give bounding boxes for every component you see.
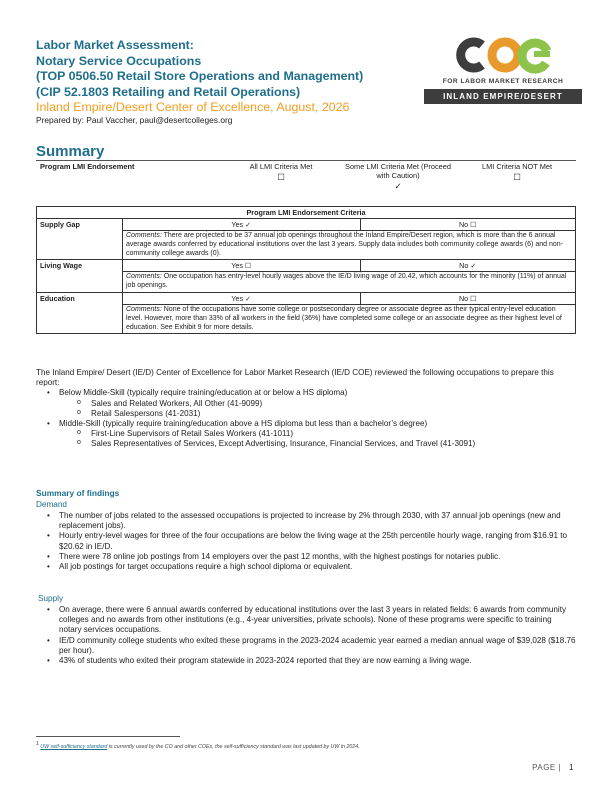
uw-standard-link[interactable]: UW self-sufficiency standard xyxy=(40,743,108,750)
criteria-some-met xyxy=(342,162,454,191)
finding-item: • IE/D community college students who exited these programs in the 2023-2024 academic year earned a median annual wage of $39,028 ($18.76 per hour). xyxy=(36,636,576,656)
row-label-education: Education xyxy=(37,292,123,333)
demand-section xyxy=(36,511,576,572)
occupation-item: o Sales Representatives of Services, Except Advertising, Insurance, Financial Services, and Travel (41-3091) xyxy=(59,439,576,449)
report-title-line: (CIP 52.1803 Retailing and Retail Operations) xyxy=(36,84,301,99)
occupation-group xyxy=(36,388,576,419)
row-label-supply-gap: Supply Gap xyxy=(37,219,123,260)
report-title-line: Labor Market Assessment: xyxy=(36,38,194,52)
supply-section xyxy=(36,605,576,666)
no-cell: No ☐ xyxy=(360,292,575,304)
checkbox-icon: ☐ xyxy=(277,172,285,182)
finding-item: • 43% of students who exited their program statewide in 2023-2024 reported that they are now earning a living wage. xyxy=(36,656,576,666)
criteria-label: Some LMI Criteria Met (Proceed with Caution) xyxy=(345,162,451,180)
checkbox-icon: ☐ xyxy=(513,172,521,182)
finding-item: • Hourly entry-level wages for three of the four occupations are below the living wage at the 25th percentile hourly wage, ranging from $16.91 to $20.62 in IE/D. xyxy=(36,531,576,551)
criteria-not-met xyxy=(462,162,572,182)
intro-paragraph: The Inland Empire/ Desert (IE/D) Center of Excellence for Labor Market Research (IE/D COE) reviewed the following occupations to prepare this report: xyxy=(36,368,554,388)
comment-prefix: Comments: xyxy=(126,273,162,281)
report-title-line: (TOP 0506.50 Retail Store Operations and Management) xyxy=(36,69,364,83)
criteria-all-met xyxy=(226,162,336,182)
page-number: 1 xyxy=(569,763,574,772)
endorsement-row xyxy=(36,161,576,195)
comment-text: There are projected to be 37 annual job openings throughout the Inland Empire/Desert region, which is more than the 6 annual average awards conferred by educational institutions over the last 3 years. Supply data includes both community college awards (6) and non-community college awards (0). xyxy=(126,232,563,257)
footnote xyxy=(36,741,360,750)
comment-text: None of the occupations have some college or postsecondary degree or associate degree as their typical entry-level education level. However, more than 33% of all workers in the field (36%) have completed some college or an associate degree as their highest level of education. See Exhibit 9 for more details. xyxy=(126,305,562,331)
demand-heading: Demand xyxy=(36,500,67,509)
comment-cell xyxy=(123,231,576,260)
footnote-number: 1 xyxy=(36,741,39,747)
yes-cell: Yes ✓ xyxy=(123,219,361,231)
comment-prefix: Comments: xyxy=(126,305,162,313)
occupation-group-label: Below Middle-Skill (typically require training/education at or below a HS diploma) xyxy=(59,388,348,398)
occupation-group xyxy=(36,419,576,450)
criteria-table-header: Program LMI Endorsement Criteria xyxy=(37,207,576,219)
page-label: PAGE | xyxy=(532,763,562,772)
report-title-line: Notary Service Occupations xyxy=(36,53,202,68)
prepared-by: Prepared by: Paul Vaccher, paul@desertcolleges.org xyxy=(36,115,233,125)
criteria-label: All LMI Criteria Met xyxy=(249,162,313,171)
report-title-block xyxy=(36,38,416,126)
row-label-living-wage: Living Wage xyxy=(37,260,123,293)
coe-logo-mark xyxy=(450,36,582,74)
logo-tagline: FOR LABOR MARKET RESEARCH xyxy=(442,78,564,85)
comment-cell xyxy=(123,304,576,333)
findings-heading: Summary of findings xyxy=(36,488,120,498)
intro-section xyxy=(36,368,576,450)
occupation-list xyxy=(36,388,576,449)
no-cell: No ✓ xyxy=(360,260,575,272)
yes-cell: Yes ☐ xyxy=(123,260,361,272)
comment-cell xyxy=(123,272,576,293)
criteria-table xyxy=(36,206,576,334)
finding-item: • On average, there were 6 annual awards conferred by educational institutions over the last 3 years in related fields: 6 awards from community colleges and no awards from other institutions (e.g., 4-year universities, private schools). None of these programs were specific to training notary services occupations. xyxy=(36,605,576,636)
comment-text: One occupation has entry-level hourly wages above the IE/D living wage of 20.42, which accounts for the minority (11%) of annual job openings. xyxy=(126,273,567,290)
footnote-text: is currently used by the CO and other COEs, the self-sufficiency standard was last updated by UW in 2024. xyxy=(107,743,360,750)
endorsement-label: Program LMI Endorsement xyxy=(40,162,135,171)
supply-heading: Supply xyxy=(38,594,64,603)
finding-item: • There were 78 online job postings from 14 employers over the past 12 months, with the highest postings for notaries public. xyxy=(36,552,576,562)
occupation-item: o First-Line Supervisors of Retail Sales Workers (41-1011) xyxy=(59,429,576,439)
occupation-item: o Sales and Related Workers, All Other (41-9099) xyxy=(59,399,576,409)
page-footer xyxy=(532,763,574,772)
finding-item: • All job postings for target occupations require a high school diploma or equivalent. xyxy=(36,562,576,572)
coe-logo xyxy=(424,36,582,104)
footnote-rule xyxy=(36,736,180,737)
occupation-group-label: Middle-Skill (typically require training/education above a HS diploma but less than a bachelor’s degree) xyxy=(59,419,428,429)
demand-list xyxy=(36,511,576,572)
occupation-item: o Retail Salespersons (41-2031) xyxy=(59,409,576,419)
summary-heading: Summary xyxy=(36,143,105,160)
finding-item: • The number of jobs related to the assessed occupations is projected to increase by 2% through 2030, with 37 annual job openings (new and replacement jobs). xyxy=(36,511,576,531)
no-cell: No ☐ xyxy=(360,219,575,231)
comment-prefix: Comments: xyxy=(126,232,162,239)
supply-list xyxy=(36,605,576,666)
criteria-label: LMI Criteria NOT Met xyxy=(481,162,553,171)
yes-cell: Yes ✓ xyxy=(123,292,361,304)
report-subtitle: Inland Empire/Desert Center of Excellence, August, 2026 xyxy=(36,100,350,114)
checkmark-icon: ✓ xyxy=(394,181,402,191)
logo-region-bar: INLAND EMPIRE/DESERT xyxy=(424,89,582,104)
